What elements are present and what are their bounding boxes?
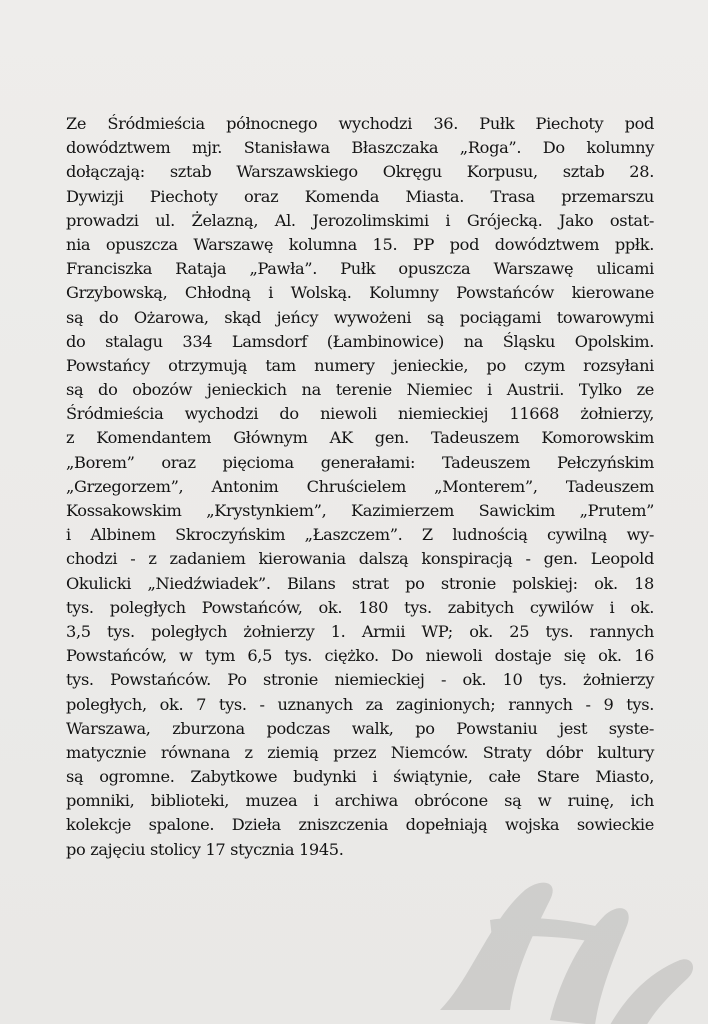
text-line: do stalagu 334 Lamsdorf (Łambinowice) na Śląsku Opolskim. [66, 331, 654, 351]
text-line: po zajęciu stolicy 17 stycznia 1945. [66, 839, 344, 859]
text-line: Okulicki „Niedźwiadek”. Bilans strat po stronie polskiej: ok. 18 [66, 573, 654, 593]
text-line: dołączają: sztab Warszawskiego Okręgu Korpusu, sztab 28. [66, 162, 654, 182]
text-line: „Borem” oraz pięcioma generałami: Tadeuszem Pełczyńskim [66, 452, 654, 472]
text-line: 3,5 tys. poległych żołnierzy 1. Armii WP; ok. 25 tys. rannych [66, 621, 654, 641]
text-line: prowadzi ul. Żelazną, Al. Jerozolimskimi i Grójecką. Jako ostat- [66, 210, 654, 230]
text-line: Franciszka Rataja „Pawła”. Pułk opuszcza Warszawę ulicami [66, 259, 654, 279]
text-line: „Grzegorzem”, Antonim Chruścielem „Monterem”, Tadeuszem [66, 476, 654, 496]
text-line: z Komendantem Głównym AK gen. Tadeuszem Komorowskim [66, 428, 654, 448]
text-line: chodzi - z zadaniem kierowania dalszą konspiracją - gen. Leopold [66, 549, 654, 569]
text-line: Warszawa, zburzona podczas walk, po Powstaniu jest syste- [66, 718, 654, 738]
text-line: są ogromne. Zabytkowe budynki i świątynie, całe Stare Miasto, [66, 767, 654, 787]
text-line: Kossakowskim „Krystynkiem”, Kazimierzem Sawickim „Prutem” [66, 501, 654, 520]
text-line: Powstańcy otrzymują tam numery jenieckie, po czym rozsyłani [66, 355, 654, 375]
text-line: Śródmieścia wychodzi do niewoli niemieckiej 11668 żołnierzy, [66, 404, 654, 424]
text-line: Dywizji Piechoty oraz Komenda Miasta. Trasa przemarszu [66, 186, 654, 206]
text-line: tys. Powstańców. Po stronie niemieckiej - ok. 10 tys. żołnierzy [66, 670, 654, 690]
text-line: i Albinem Skroczyńskim „Łaszczem”. Z ludnością cywilną wy- [66, 525, 654, 545]
text-line: Ze Śródmieścia północnego wychodzi 36. Pułk Piechoty pod [66, 114, 654, 133]
text-line: tys. poległych Powstańców, ok. 180 tys. zabitych cywilów i ok. [66, 597, 654, 617]
anchor-watermark-icon [430, 860, 700, 1024]
text-line: są do Ożarowa, skąd jeńcy wywożeni są pociągami towarowymi [66, 307, 654, 327]
body-paragraph [66, 112, 654, 862]
text-line: Powstańców, w tym 6,5 tys. ciężko. Do niewoli dostaje się ok. 16 [66, 646, 654, 666]
text-line: nia opuszcza Warszawę kolumna 15. PP pod dowództwem ppłk. [66, 234, 654, 254]
text-line: poległych, ok. 7 tys. - uznanych za zaginionych; rannych - 9 tys. [66, 694, 654, 714]
text-line: pomniki, biblioteki, muzea i archiwa obrócone są w ruinę, ich [66, 791, 654, 811]
text-line: Grzybowską, Chłodną i Wolską. Kolumny Powstańców kierowane [66, 283, 654, 303]
text-line: dowództwem mjr. Stanisława Błaszczaka „Roga”. Do kolumny [66, 138, 654, 158]
text-line: kolekcje spalone. Dzieła zniszczenia dopełniają wojska sowieckie [66, 815, 654, 835]
text-line: matycznie równana z ziemią przez Niemców. Straty dóbr kultury [66, 742, 654, 762]
text-line: są do obozów jenieckich na terenie Niemiec i Austrii. Tylko ze [66, 380, 654, 400]
